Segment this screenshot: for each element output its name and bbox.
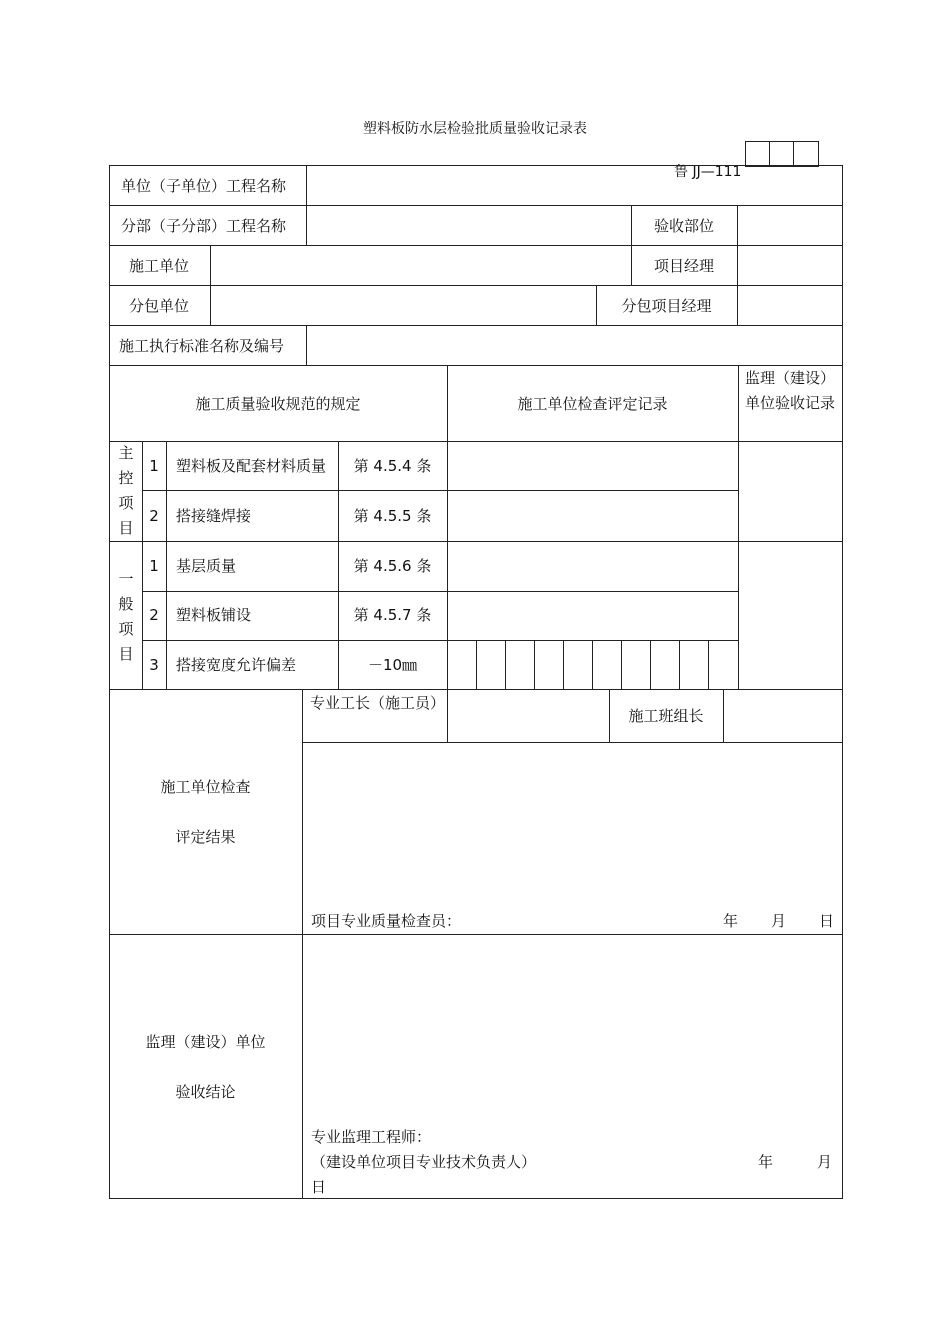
unit-project-label: 单位（子单位）工程名称 bbox=[121, 177, 287, 195]
subcontract-pm-label: 分包项目经理 bbox=[621, 297, 712, 315]
main-item-2-clause: 第 4.5.5 条 bbox=[353, 507, 432, 525]
quality-inspector-label: 项目专业质量检查员： bbox=[311, 912, 462, 930]
general-item-3-tolerance: －10㎜ bbox=[367, 656, 418, 674]
main-item-1-name: 塑料板及配套材料质量 bbox=[176, 457, 327, 475]
supervision-label-line2: 验收结论 bbox=[175, 1083, 236, 1101]
supervision-day-label: 日 bbox=[311, 1178, 327, 1196]
foreman-label: 专业工长（施工员） bbox=[310, 694, 446, 712]
general-items-group-label: 一般项目 bbox=[118, 570, 134, 663]
sub-project-label: 分部（子分部）工程名称 bbox=[121, 217, 287, 235]
general-item-2-name: 塑料板铺设 bbox=[176, 606, 252, 624]
check-month-label: 月 bbox=[771, 912, 787, 930]
main-items-group-label: 主控项目 bbox=[118, 444, 134, 537]
code-box-3 bbox=[793, 141, 819, 167]
supervision-engineer-label: 专业监理工程师： bbox=[311, 1128, 432, 1146]
owner-tech-lead-label: （建设单位项目专业技术负责人） bbox=[311, 1153, 537, 1171]
standard-label: 施工执行标准名称及编号 bbox=[119, 337, 285, 355]
acceptance-part-label: 验收部位 bbox=[653, 217, 714, 235]
main-item-2-no: 2 bbox=[149, 507, 159, 525]
general-item-3-name: 搭接宽度允许偏差 bbox=[176, 656, 297, 674]
record-column-header: 施工单位检查评定记录 bbox=[517, 395, 668, 413]
check-year-label: 年 bbox=[723, 912, 739, 930]
check-result-label-line1: 施工单位检查 bbox=[160, 778, 251, 796]
check-day-label: 日 bbox=[819, 912, 835, 930]
main-item-1-clause: 第 4.5.4 条 bbox=[353, 457, 432, 475]
general-item-3-no: 3 bbox=[149, 656, 159, 674]
main-item-1-no: 1 bbox=[149, 457, 159, 475]
supervision-label-line1: 监理（建设）单位 bbox=[145, 1033, 266, 1051]
form-title: 塑料板防水层检验批质量验收记录表 bbox=[363, 121, 587, 137]
general-item-1-name: 基层质量 bbox=[176, 557, 237, 575]
subcontractor-label: 分包单位 bbox=[129, 297, 190, 315]
supervision-month-label: 月 bbox=[817, 1153, 833, 1171]
general-item-2-clause: 第 4.5.7 条 bbox=[353, 606, 432, 624]
supervision-column-header: 监理（建设）单位验收记录 bbox=[744, 369, 835, 412]
supervision-year-label: 年 bbox=[758, 1153, 774, 1171]
general-item-1-no: 1 bbox=[149, 557, 159, 575]
code-box-2 bbox=[769, 141, 794, 167]
check-result-label-line2: 评定结果 bbox=[175, 828, 236, 846]
main-item-2-name: 搭接缝焊接 bbox=[176, 507, 252, 525]
general-item-2-no: 2 bbox=[149, 606, 159, 624]
general-item-1-clause: 第 4.5.6 条 bbox=[353, 557, 432, 575]
form-code: 鲁 JJ—111 bbox=[674, 164, 742, 180]
spec-column-header: 施工质量验收规范的规定 bbox=[195, 395, 361, 413]
project-manager-label: 项目经理 bbox=[653, 257, 714, 275]
code-box-1 bbox=[745, 141, 770, 167]
construction-unit-label: 施工单位 bbox=[129, 257, 190, 275]
team-leader-label: 施工班组长 bbox=[628, 707, 704, 725]
